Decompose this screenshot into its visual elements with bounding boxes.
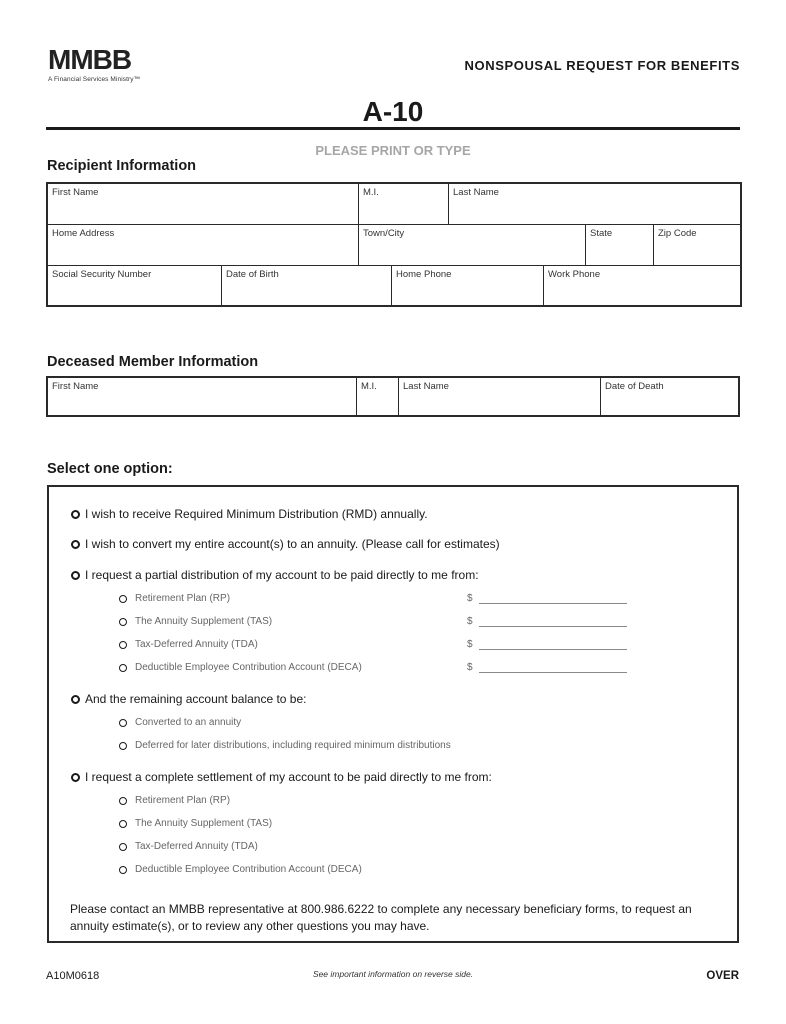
currency-symbol: $ xyxy=(467,616,473,627)
option-label: I wish to receive Required Minimum Distribution (RMD) annually. xyxy=(85,507,428,521)
mmbb-logo xyxy=(48,46,140,83)
field-label: Zip Code xyxy=(658,228,697,239)
choice-label: Deferred for later distributions, including required minimum distributions xyxy=(135,740,451,751)
field-label: First Name xyxy=(52,187,99,198)
account-label: Deductible Employee Contribution Account (DECA) xyxy=(135,662,362,673)
account-label: Retirement Plan (RP) xyxy=(135,593,231,604)
form-title: NONSPOUSAL REQUEST FOR BENEFITS xyxy=(464,58,740,73)
deceased-first-name-field[interactable] xyxy=(48,378,356,415)
field-label: Work Phone xyxy=(548,269,601,280)
field-label: Home Address xyxy=(52,228,115,239)
amount-input-line[interactable] xyxy=(479,640,627,650)
partial-account-tda[interactable] xyxy=(119,639,258,650)
contact-note: Please contact an MMBB representative at 800.986.6222 to complete any necessary beneficiary forms, to request an annuity estimate(s), or to review any other questions you may have. xyxy=(70,902,692,933)
account-label: The Annuity Supplement (TAS) xyxy=(135,818,273,829)
radio-circle-icon[interactable] xyxy=(119,843,127,851)
field-label: Social Security Number xyxy=(52,269,152,280)
recipient-work-phone-field[interactable] xyxy=(543,265,740,305)
partial-amount-tas[interactable] xyxy=(467,616,627,627)
option-label: I wish to convert my entire account(s) to an annuity. (Please call for estimates) xyxy=(85,537,500,551)
form-number: A-10 xyxy=(362,96,424,127)
complete-account-deca[interactable] xyxy=(119,864,362,875)
deceased-heading: Deceased Member Information xyxy=(47,354,259,370)
recipient-first-name-field[interactable] xyxy=(48,184,358,224)
field-label: Home Phone xyxy=(396,269,452,280)
radio-circle-icon[interactable] xyxy=(71,695,80,704)
recipient-last-name-field[interactable] xyxy=(448,184,740,224)
currency-symbol: $ xyxy=(467,593,473,604)
options-box xyxy=(47,485,739,943)
radio-circle-icon[interactable] xyxy=(71,540,80,549)
partial-account-rp[interactable] xyxy=(119,593,230,604)
partial-account-deca[interactable] xyxy=(119,662,362,673)
radio-circle-icon[interactable] xyxy=(119,595,127,603)
choice-label: Converted to an annuity xyxy=(135,717,242,728)
option-partial-distribution[interactable] xyxy=(71,568,479,582)
field-label: First Name xyxy=(52,381,99,392)
partial-amount-deca[interactable] xyxy=(467,662,627,673)
radio-circle-icon[interactable] xyxy=(119,742,127,750)
form-code: A10M0618 xyxy=(46,970,100,982)
logo-tagline: A Financial Services Ministry™ xyxy=(48,76,141,83)
remaining-deferred[interactable] xyxy=(119,740,451,751)
account-label: The Annuity Supplement (TAS) xyxy=(135,616,273,627)
option-label: I request a partial distribution of my account to be paid directly to me from: xyxy=(85,568,479,582)
recipient-zip-code-field[interactable] xyxy=(653,224,740,265)
deceased-mi-field[interactable] xyxy=(356,378,398,415)
recipient-home-phone-field[interactable] xyxy=(391,265,543,305)
option-label: And the remaining account balance to be: xyxy=(85,692,307,706)
complete-account-rp[interactable] xyxy=(119,795,230,806)
option-label: I request a complete settlement of my account to be paid directly to me from: xyxy=(85,770,492,784)
recipient-heading: Recipient Information xyxy=(47,158,197,174)
radio-circle-icon[interactable] xyxy=(119,664,127,672)
complete-account-tas[interactable] xyxy=(119,818,272,829)
field-label: Town/City xyxy=(363,228,405,239)
currency-symbol: $ xyxy=(467,662,473,673)
field-label: Date of Death xyxy=(605,381,664,392)
recipient-grid xyxy=(46,182,742,307)
field-label: State xyxy=(590,228,613,239)
partial-amount-rp[interactable] xyxy=(467,593,627,604)
amount-input-line[interactable] xyxy=(479,617,627,627)
over-label: OVER xyxy=(706,970,739,982)
option-annuity[interactable] xyxy=(71,537,500,551)
field-label: Last Name xyxy=(453,187,499,198)
reverse-side-note: See important information on reverse side. xyxy=(312,969,474,979)
account-label: Deductible Employee Contribution Account (DECA) xyxy=(135,864,362,875)
field-label: Last Name xyxy=(403,381,449,392)
account-label: Retirement Plan (RP) xyxy=(135,795,231,806)
radio-circle-icon[interactable] xyxy=(71,510,80,519)
recipient-dob-field[interactable] xyxy=(221,265,391,305)
field-label: M.I. xyxy=(363,187,379,198)
currency-symbol: $ xyxy=(467,639,473,650)
radio-circle-icon[interactable] xyxy=(71,773,80,782)
recipient-mi-field[interactable] xyxy=(358,184,448,224)
field-label: M.I. xyxy=(361,381,377,392)
deceased-grid xyxy=(46,376,740,417)
deceased-last-name-field[interactable] xyxy=(398,378,600,415)
amount-input-line[interactable] xyxy=(479,663,627,673)
remaining-converted-annuity[interactable] xyxy=(119,717,241,728)
amount-input-line[interactable] xyxy=(479,594,627,604)
recipient-town-city-field[interactable] xyxy=(358,224,585,265)
radio-circle-icon[interactable] xyxy=(119,641,127,649)
account-label: Tax-Deferred Annuity (TDA) xyxy=(135,841,258,852)
partial-amount-tda[interactable] xyxy=(467,639,627,650)
recipient-state-field[interactable] xyxy=(585,224,653,265)
option-rmd[interactable] xyxy=(71,507,428,521)
options-heading: Select one option: xyxy=(47,461,173,477)
radio-circle-icon[interactable] xyxy=(119,719,127,727)
radio-circle-icon[interactable] xyxy=(119,820,127,828)
header-divider xyxy=(46,127,740,130)
partial-account-tas[interactable] xyxy=(119,616,272,627)
radio-circle-icon[interactable] xyxy=(119,797,127,805)
option-complete-settlement[interactable] xyxy=(71,770,492,784)
option-remaining-balance[interactable] xyxy=(71,692,306,706)
radio-circle-icon[interactable] xyxy=(119,618,127,626)
account-label: Tax-Deferred Annuity (TDA) xyxy=(135,639,258,650)
radio-circle-icon[interactable] xyxy=(71,571,80,580)
recipient-ssn-field[interactable] xyxy=(48,265,221,305)
logo-wordmark: MMBB xyxy=(48,44,132,75)
complete-account-tda[interactable] xyxy=(119,841,258,852)
radio-circle-icon[interactable] xyxy=(119,866,127,874)
print-instruction: PLEASE PRINT OR TYPE xyxy=(315,143,471,158)
field-label: Date of Birth xyxy=(226,269,279,280)
recipient-home-address-field[interactable] xyxy=(48,224,358,265)
deceased-date-of-death-field[interactable] xyxy=(600,378,738,415)
